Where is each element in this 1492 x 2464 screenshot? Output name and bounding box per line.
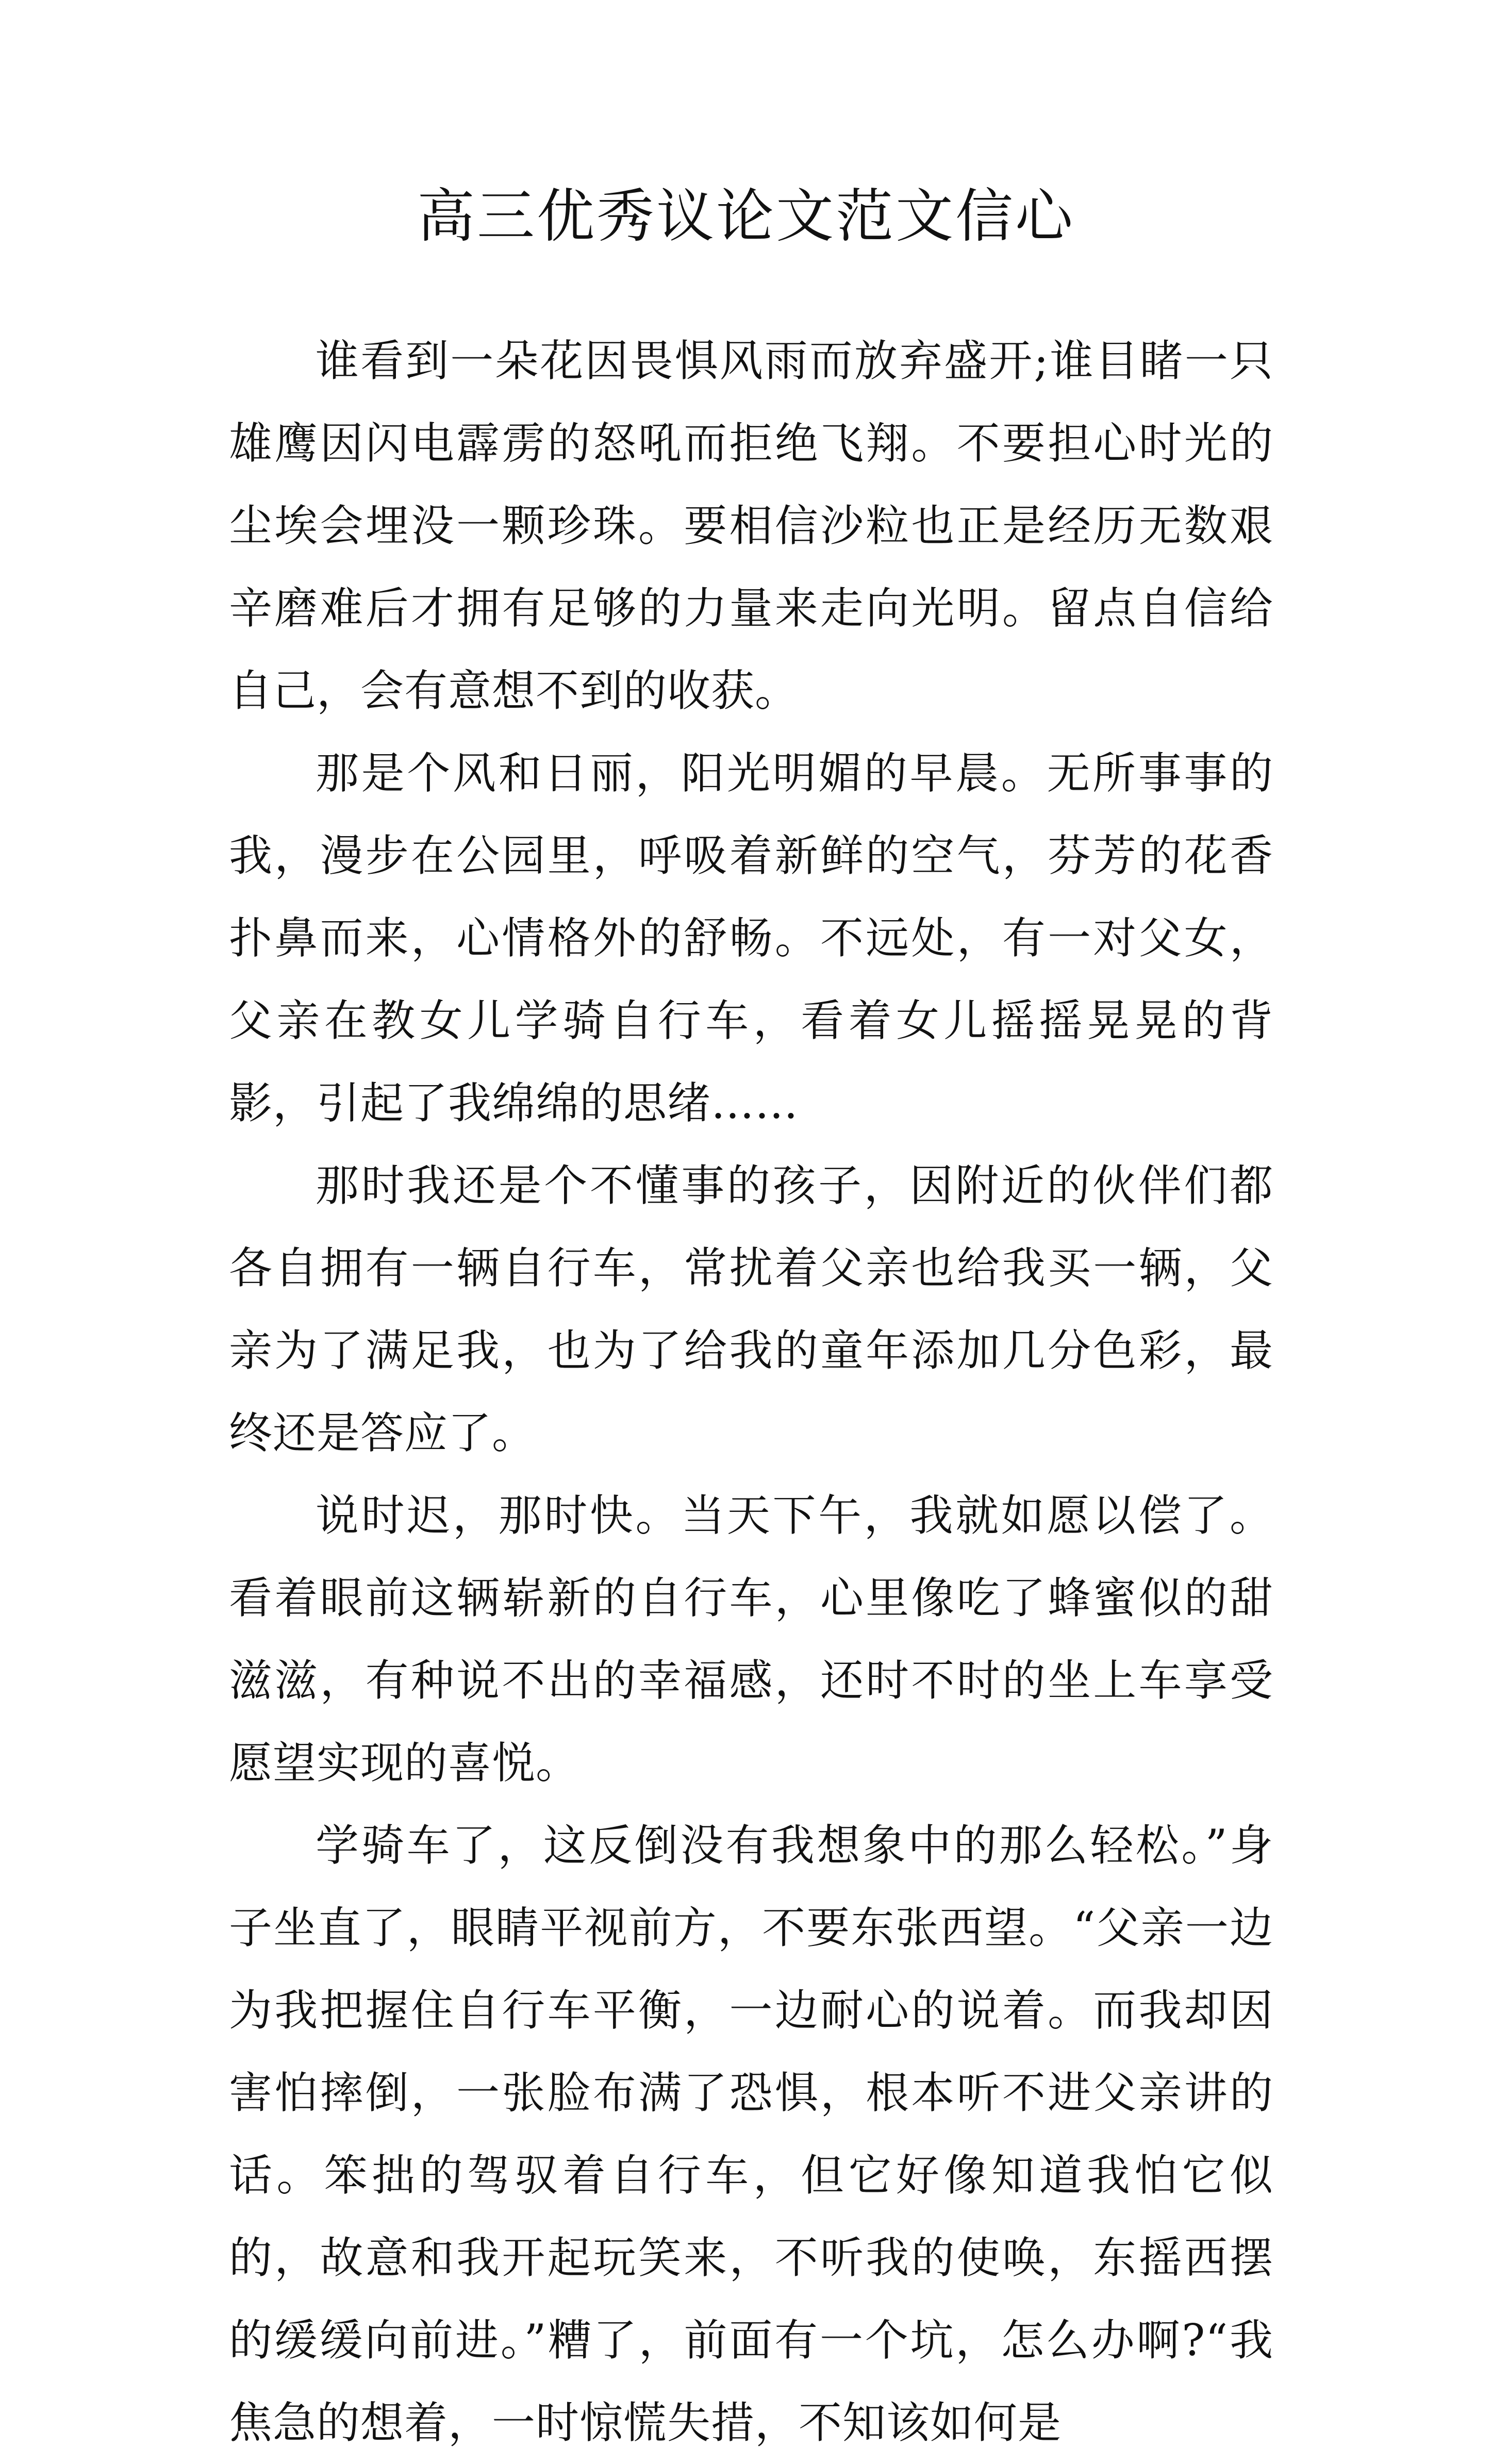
document-title: 高三优秀议论文范文信心: [417, 183, 1075, 250]
paragraph: 说时迟，那时快。当天下午，我就如愿以偿了。看着眼前这辆崭新的自行车，心里像吃了蜂蜜似的甜滋滋，有种说不出的幸福感，还时不时的坐上车享受愿望实现的喜悦。: [229, 1490, 1273, 1788]
document-body: [229, 320, 1273, 2464]
paragraph: 那时我还是个不懂事的孩子，因附近的伙伴们都各自拥有一辆自行车，常扰着父亲也给我买一辆，父亲为了满足我，也为了给我的童年添加几分色彩，最终还是答应了。: [229, 1160, 1273, 1458]
paragraph: 学骑车了，这反倒没有我想象中的那么轻松。”身子坐直了，眼睛平视前方，不要东张西望。“父亲一边为我把握住自行车平衡，一边耐心的说着。而我却因害怕摔倒，一张脸布满了恐惧，根本听不进父亲讲的话。笨拙的驾驭着自行车，但它好像知道我怕它似的，故意和我开起玩笑来，不听我的使唤，东摇西摆的缓缓向前进。”糟了，前面有一个坑，怎么办啊?“我焦急的想着，一时惊慌失措，不知该如何是: [229, 1820, 1273, 2448]
paragraph: 谁看到一朵花因畏惧风雨而放弃盛开;谁目睹一只雄鹰因闪电霹雳的怒吼而拒绝飞翔。不要担心时光的尘埃会埋没一颗珍珠。要相信沙粒也正是经历无数艰辛磨难后才拥有足够的力量来走向光明。留点自信给自己，会有意想不到的收获。: [229, 336, 1273, 716]
paragraph: 那是个风和日丽，阳光明媚的早晨。无所事事的我，漫步在公园里，呼吸着新鲜的空气，芬芳的花香扑鼻而来，心情格外的舒畅。不远处，有一对父女，父亲在教女儿学骑自行车，看着女儿摇摇晃晃的背影，引起了我绵绵的思绪……: [229, 748, 1273, 1128]
